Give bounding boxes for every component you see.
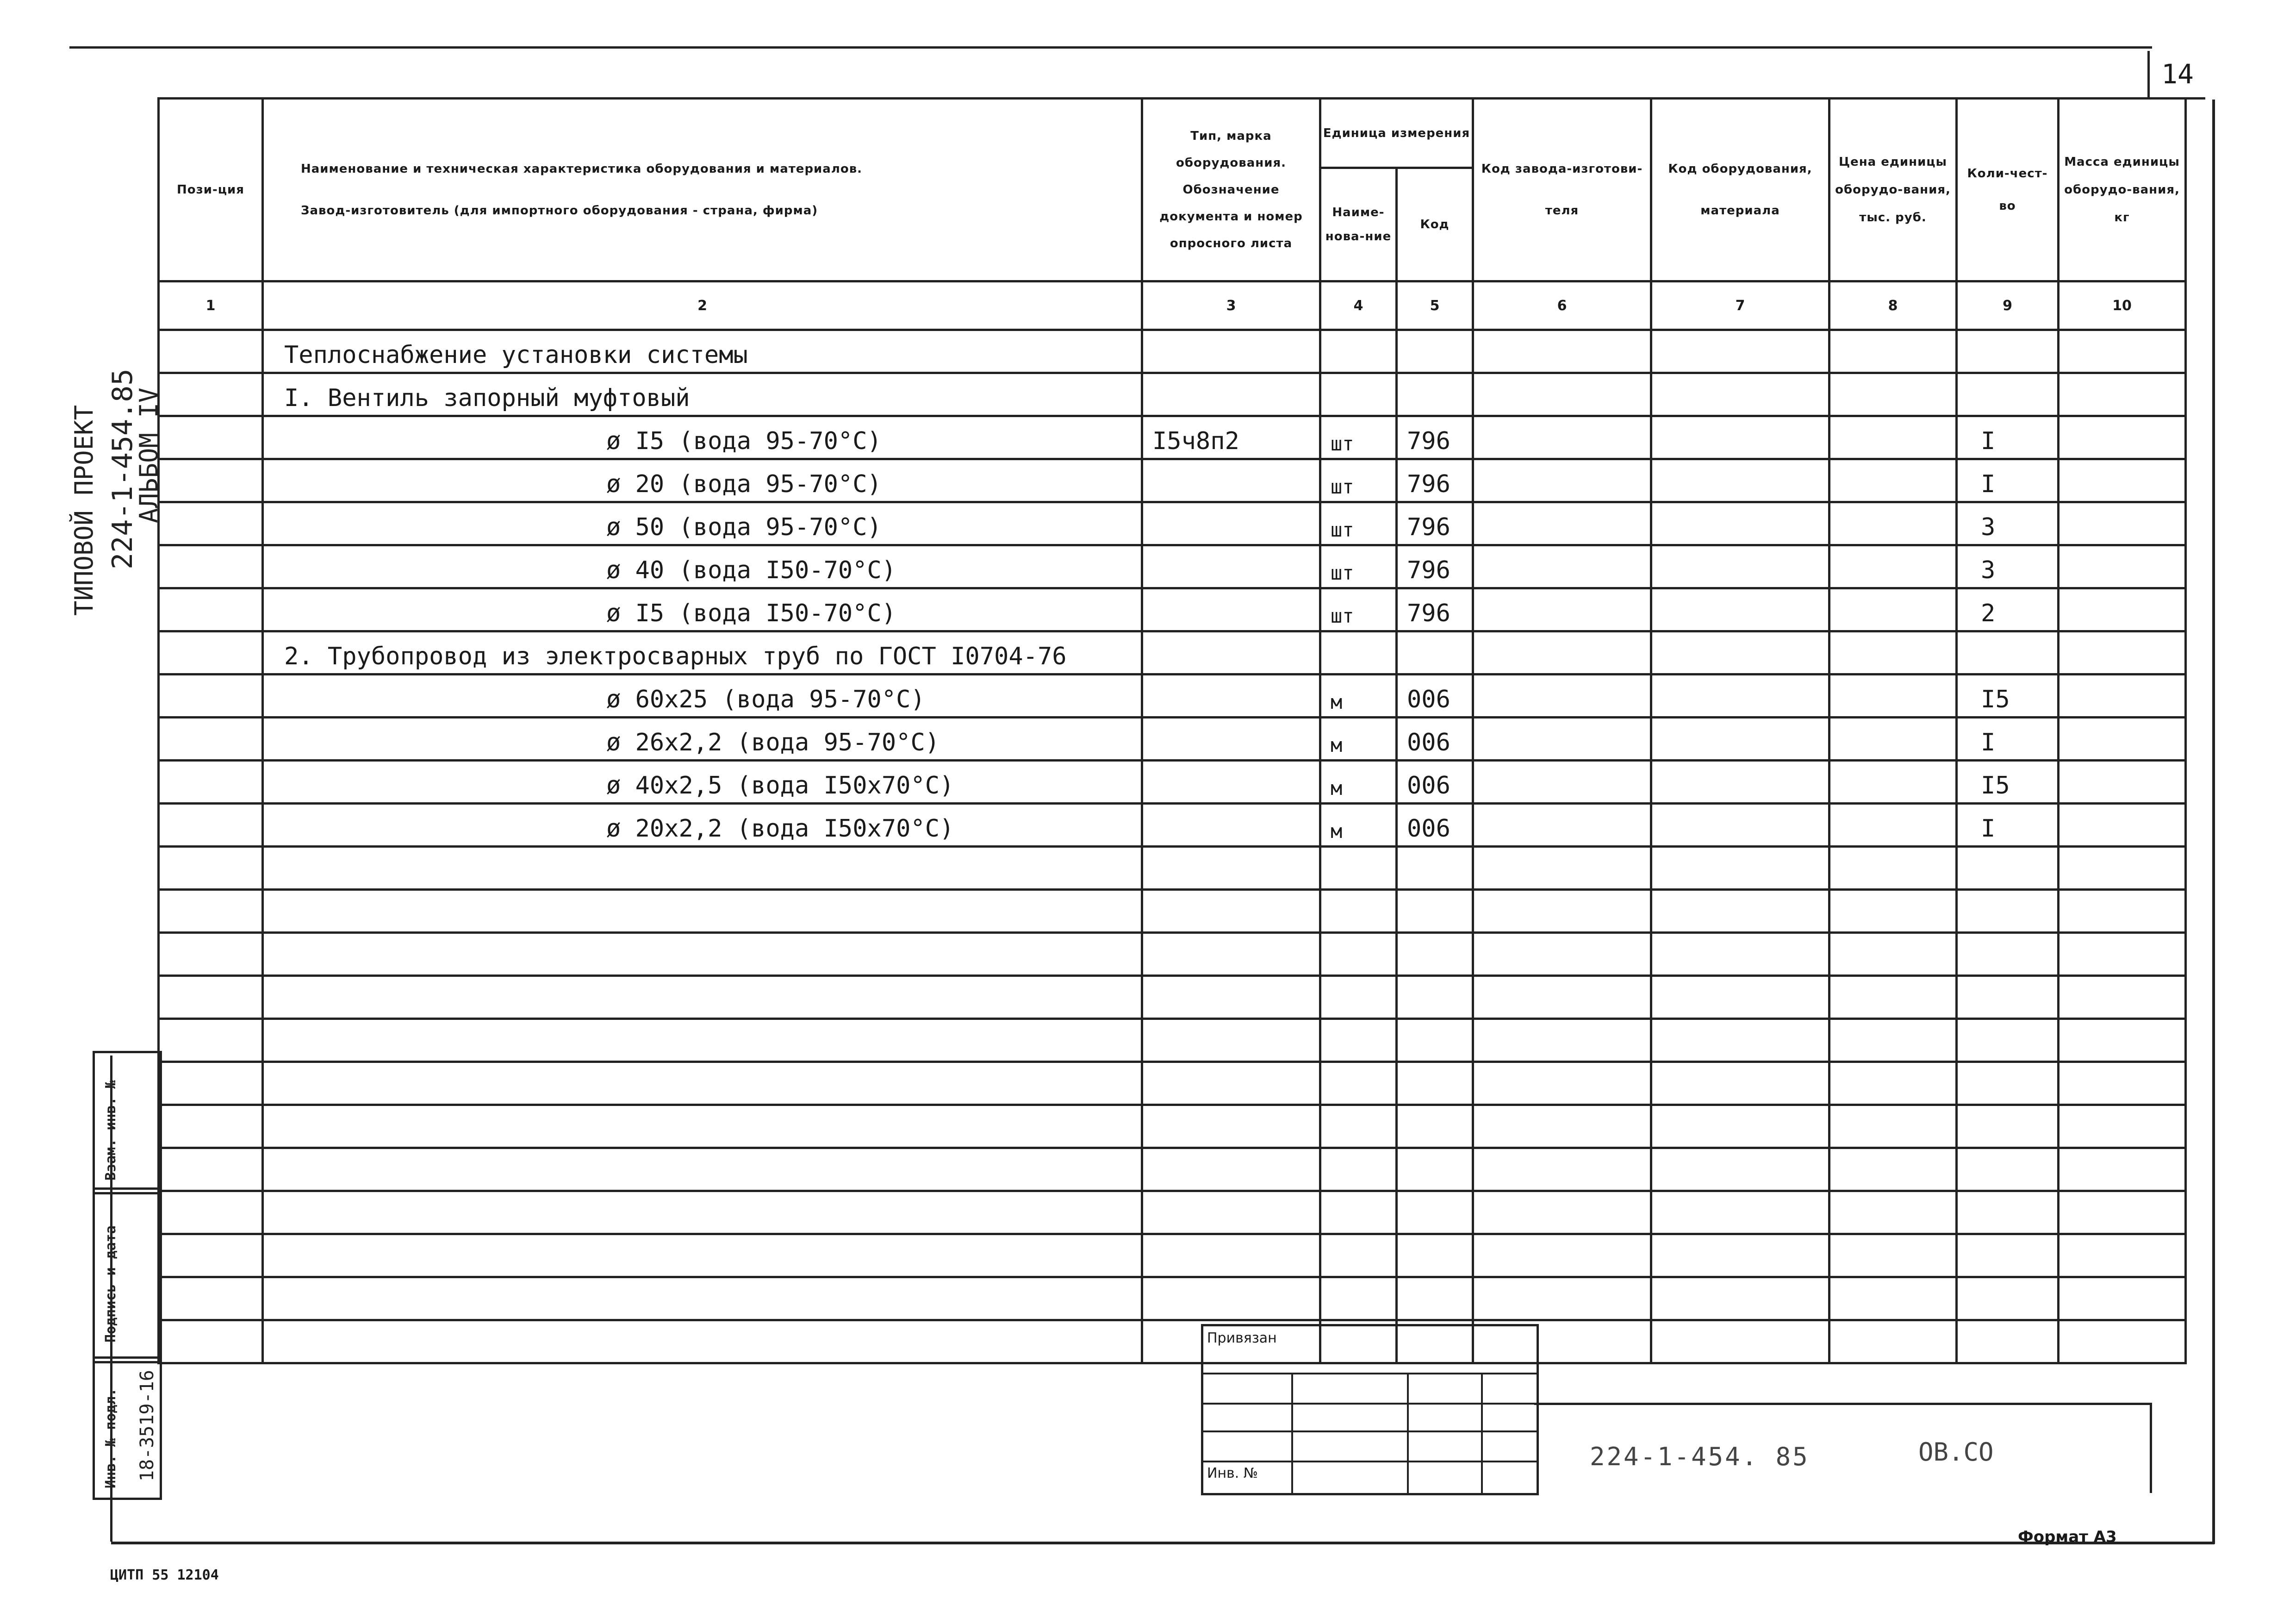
mass-cell <box>2059 588 2186 631</box>
quantity-cell <box>1957 933 2059 976</box>
price-cell <box>1829 847 1957 890</box>
unit-cell: м <box>1320 761 1397 804</box>
name-cell <box>263 1019 1142 1062</box>
quantity-cell: 3 <box>1957 545 2059 588</box>
name-cell <box>263 1105 1142 1148</box>
header-row-1 <box>159 99 2186 168</box>
position-cell <box>159 890 263 933</box>
type-cell <box>1142 1105 1320 1148</box>
type-cell <box>1142 545 1320 588</box>
mass-cell <box>2059 1062 2186 1105</box>
material-code-cell <box>1651 416 1829 459</box>
unit-cell <box>1320 1234 1397 1277</box>
type-cell <box>1142 976 1320 1019</box>
type-cell <box>1142 1148 1320 1191</box>
position-cell <box>159 675 263 718</box>
mass-cell <box>2059 976 2186 1019</box>
type-cell <box>1142 1191 1320 1234</box>
mass-cell <box>2059 847 2186 890</box>
unit-cell: шт <box>1320 459 1397 502</box>
quantity-cell: I5 <box>1957 675 2059 718</box>
table-row <box>159 416 2186 459</box>
name-cell: ø I5 (вода 95-70°C) <box>263 416 1142 459</box>
unit-cell <box>1320 976 1397 1019</box>
unit-cell <box>1320 1105 1397 1148</box>
quantity-cell <box>1957 1019 2059 1062</box>
position-cell <box>159 373 263 416</box>
unit-cell: м <box>1320 718 1397 761</box>
type-cell <box>1142 588 1320 631</box>
quantity-cell <box>1957 976 2059 1019</box>
quantity-cell <box>1957 847 2059 890</box>
factory-code-cell <box>1473 1019 1651 1062</box>
header-name-line1: Наименование и техническая характеристика оборудования и материалов. <box>301 162 863 176</box>
unit-cell: м <box>1320 804 1397 847</box>
unit-cell <box>1320 1191 1397 1234</box>
col-num-7: 7 <box>1651 281 1829 330</box>
quantity-cell: I <box>1957 718 2059 761</box>
table-row <box>159 890 2186 933</box>
unit-code-cell <box>1397 373 1473 416</box>
linked-grid-line <box>1203 1430 1537 1432</box>
position-cell <box>159 1191 263 1234</box>
unit-code-cell <box>1397 933 1473 976</box>
name-cell <box>263 890 1142 933</box>
name-cell <box>263 1062 1142 1105</box>
mass-cell <box>2059 502 2186 545</box>
table-row <box>159 588 2186 631</box>
linked-grid-line <box>1203 1403 1537 1405</box>
unit-cell <box>1320 890 1397 933</box>
unit-code-cell <box>1397 631 1473 675</box>
price-cell <box>1829 1019 1957 1062</box>
name-cell: ø 40 (вода I50-70°C) <box>263 545 1142 588</box>
factory-code-cell <box>1473 545 1651 588</box>
material-code-cell <box>1651 1191 1829 1234</box>
price-cell <box>1829 804 1957 847</box>
price-cell <box>1829 373 1957 416</box>
col-num-2: 2 <box>263 281 1142 330</box>
header-unit-name: Наиме-нова-ние <box>1320 168 1397 281</box>
price-cell <box>1829 1062 1957 1105</box>
quantity-cell: I5 <box>1957 761 2059 804</box>
type-cell <box>1142 373 1320 416</box>
quantity-cell <box>1957 890 2059 933</box>
type-cell <box>1142 459 1320 502</box>
table-row <box>159 1148 2186 1191</box>
factory-code-cell <box>1473 373 1651 416</box>
price-cell <box>1829 330 1957 373</box>
album-label: АЛЬБОМ IV <box>134 387 163 523</box>
header-unit-group: Единица измерения <box>1320 99 1473 168</box>
type-cell <box>1142 890 1320 933</box>
quantity-cell <box>1957 1105 2059 1148</box>
quantity-cell <box>1957 1062 2059 1105</box>
unit-cell <box>1320 933 1397 976</box>
quantity-cell: I <box>1957 804 2059 847</box>
sheet-mark: ОВ.СО <box>1918 1437 1994 1467</box>
unit-code-cell <box>1397 1062 1473 1105</box>
unit-cell <box>1320 1062 1397 1105</box>
table-row <box>159 545 2186 588</box>
material-code-cell <box>1651 1234 1829 1277</box>
table-row <box>159 933 2186 976</box>
mass-cell <box>2059 545 2186 588</box>
unit-code-cell <box>1397 890 1473 933</box>
linked-grid-vline <box>1481 1373 1483 1493</box>
unit-cell: м <box>1320 675 1397 718</box>
price-cell <box>1829 502 1957 545</box>
unit-code-cell: 796 <box>1397 502 1473 545</box>
price-cell <box>1829 1105 1957 1148</box>
factory-code-cell <box>1473 1062 1651 1105</box>
price-cell <box>1829 976 1957 1019</box>
table-row <box>159 1105 2186 1148</box>
name-cell: ø I5 (вода I50-70°C) <box>263 588 1142 631</box>
table-row <box>159 330 2186 373</box>
stamp-original-number: 18-3519-16 <box>137 1370 158 1481</box>
header-name-line2: Завод-изготовитель (для импортного оборудования - страна, фирма) <box>301 204 818 218</box>
type-cell <box>1142 502 1320 545</box>
unit-code-cell <box>1397 847 1473 890</box>
type-cell <box>1142 1234 1320 1277</box>
unit-code-cell <box>1397 1148 1473 1191</box>
title-block <box>157 1310 2212 1495</box>
quantity-cell: I <box>1957 459 2059 502</box>
mass-cell <box>2059 373 2186 416</box>
unit-cell <box>1320 1019 1397 1062</box>
factory-code-cell <box>1473 330 1651 373</box>
position-cell <box>159 416 263 459</box>
col-num-9: 9 <box>1957 281 2059 330</box>
factory-code-cell <box>1473 675 1651 718</box>
unit-cell: шт <box>1320 545 1397 588</box>
unit-cell: шт <box>1320 416 1397 459</box>
unit-code-cell: 796 <box>1397 459 1473 502</box>
position-cell <box>159 718 263 761</box>
factory-code-cell <box>1473 1234 1651 1277</box>
quantity-cell <box>1957 330 2059 373</box>
header-factory-code: Код завода-изготови-теля <box>1473 99 1651 281</box>
factory-code-cell <box>1473 890 1651 933</box>
mass-cell <box>2059 718 2186 761</box>
factory-code-cell <box>1473 847 1651 890</box>
name-cell: ø 60x25 (вода 95-70°C) <box>263 675 1142 718</box>
material-code-cell <box>1651 1148 1829 1191</box>
linked-grid-line <box>1203 1461 1537 1462</box>
mass-cell <box>2059 1234 2186 1277</box>
specification-table <box>157 97 2187 1364</box>
position-cell <box>159 1105 263 1148</box>
mass-cell <box>2059 761 2186 804</box>
material-code-cell <box>1651 631 1829 675</box>
mass-cell <box>2059 1191 2186 1234</box>
name-cell: I. Вентиль запорный муфтовый <box>263 373 1142 416</box>
position-cell <box>159 330 263 373</box>
factory-code-cell <box>1473 804 1651 847</box>
type-cell: I5ч8п2 <box>1142 416 1320 459</box>
name-cell: ø 40x2,5 (вода I50x70°C) <box>263 761 1142 804</box>
name-cell <box>263 933 1142 976</box>
name-cell: ø 20x2,2 (вода I50x70°C) <box>263 804 1142 847</box>
table-row <box>159 373 2186 416</box>
table-row <box>159 976 2186 1019</box>
mass-cell <box>2059 1105 2186 1148</box>
table-row <box>159 1191 2186 1234</box>
table-row <box>159 631 2186 675</box>
factory-code-cell <box>1473 718 1651 761</box>
unit-cell <box>1320 1148 1397 1191</box>
quantity-cell <box>1957 1148 2059 1191</box>
mass-cell <box>2059 416 2186 459</box>
position-cell <box>159 976 263 1019</box>
table-row <box>159 459 2186 502</box>
factory-code-cell <box>1473 761 1651 804</box>
publisher-label: ЦИТП 55 12104 <box>110 1567 219 1583</box>
stamp-original-label: Инв. № подл. <box>103 1388 119 1488</box>
unit-code-cell: 796 <box>1397 545 1473 588</box>
price-cell <box>1829 761 1957 804</box>
type-cell <box>1142 675 1320 718</box>
price-cell <box>1829 631 1957 675</box>
mass-cell <box>2059 890 2186 933</box>
position-cell <box>159 804 263 847</box>
factory-code-cell <box>1473 1105 1651 1148</box>
unit-cell <box>1320 847 1397 890</box>
unit-cell: шт <box>1320 588 1397 631</box>
unit-code-cell <box>1397 976 1473 1019</box>
quantity-cell <box>1957 1191 2059 1234</box>
price-cell <box>1829 588 1957 631</box>
material-code-cell <box>1651 545 1829 588</box>
unit-code-cell <box>1397 1191 1473 1234</box>
unit-code-cell: 006 <box>1397 804 1473 847</box>
unit-code-cell: 796 <box>1397 588 1473 631</box>
unit-code-cell: 006 <box>1397 761 1473 804</box>
header-unit-code: Код <box>1397 168 1473 281</box>
inventory-label: Инв. № <box>1207 1465 1258 1481</box>
position-cell <box>159 847 263 890</box>
unit-cell: шт <box>1320 502 1397 545</box>
document-code-box <box>1534 1403 2152 1493</box>
quantity-cell: 3 <box>1957 502 2059 545</box>
unit-code-cell: 006 <box>1397 675 1473 718</box>
linked-grid-vline <box>1407 1373 1409 1493</box>
name-cell: 2. Трубопровод из электросварных труб по ГОСТ I0704-76 <box>263 631 1142 675</box>
unit-cell <box>1320 373 1397 416</box>
material-code-cell <box>1651 718 1829 761</box>
mass-cell <box>2059 804 2186 847</box>
factory-code-cell <box>1473 1191 1651 1234</box>
table-row <box>159 761 2186 804</box>
col-num-10: 10 <box>2059 281 2186 330</box>
price-cell <box>1829 933 1957 976</box>
table-row <box>159 1062 2186 1105</box>
price-cell <box>1829 416 1957 459</box>
material-code-cell <box>1651 588 1829 631</box>
position-cell <box>159 1062 263 1105</box>
name-cell <box>263 1234 1142 1277</box>
unit-code-cell <box>1397 330 1473 373</box>
position-cell <box>159 761 263 804</box>
table-row <box>159 718 2186 761</box>
type-cell <box>1142 1019 1320 1062</box>
project-label: ТИПОВОЙ ПРОЕКТ <box>69 405 99 616</box>
position-cell <box>159 1234 263 1277</box>
unit-cell <box>1320 330 1397 373</box>
mass-cell <box>2059 1019 2186 1062</box>
type-cell <box>1142 804 1320 847</box>
linked-stamp <box>1201 1324 1539 1495</box>
price-cell <box>1829 1148 1957 1191</box>
mass-cell <box>2059 459 2186 502</box>
position-cell <box>159 933 263 976</box>
name-cell: ø 50 (вода 95-70°C) <box>263 502 1142 545</box>
unit-code-cell <box>1397 1105 1473 1148</box>
mass-cell <box>2059 631 2186 675</box>
type-cell <box>1142 631 1320 675</box>
mass-cell <box>2059 933 2186 976</box>
material-code-cell <box>1651 976 1829 1019</box>
sheet-number-box <box>2147 51 2205 100</box>
quantity-cell: I <box>1957 416 2059 459</box>
factory-code-cell <box>1473 631 1651 675</box>
stamp-replaced-label: Взам. инв. № <box>103 1080 119 1181</box>
price-cell <box>1829 718 1957 761</box>
col-num-6: 6 <box>1473 281 1651 330</box>
position-cell <box>159 502 263 545</box>
table-row <box>159 804 2186 847</box>
linked-grid-vline <box>1291 1373 1293 1493</box>
quantity-cell: 2 <box>1957 588 2059 631</box>
factory-code-cell <box>1473 459 1651 502</box>
linked-grid-line <box>1203 1373 1537 1374</box>
material-code-cell <box>1651 502 1829 545</box>
name-cell: ø 26x2,2 (вода 95-70°C) <box>263 718 1142 761</box>
type-cell <box>1142 847 1320 890</box>
position-cell <box>159 631 263 675</box>
header-material-code: Код оборудования, материала <box>1651 99 1829 281</box>
header-name <box>263 99 1142 281</box>
unit-code-cell <box>1397 1234 1473 1277</box>
header-position: Пози-ция <box>159 99 263 281</box>
price-cell <box>1829 459 1957 502</box>
name-cell: Теплоснабжение установки системы <box>263 330 1142 373</box>
material-code-cell <box>1651 890 1829 933</box>
unit-code-cell: 796 <box>1397 416 1473 459</box>
sheet-number: 14 <box>2161 58 2194 90</box>
name-cell: ø 20 (вода 95-70°C) <box>263 459 1142 502</box>
type-cell <box>1142 718 1320 761</box>
header-quantity: Коли-чест-во <box>1957 99 2059 281</box>
position-cell <box>159 1019 263 1062</box>
quantity-cell <box>1957 631 2059 675</box>
mass-cell <box>2059 675 2186 718</box>
col-num-4: 4 <box>1320 281 1397 330</box>
material-code-cell <box>1651 459 1829 502</box>
unit-cell <box>1320 631 1397 675</box>
position-cell <box>159 545 263 588</box>
header-price: Цена единицы оборудо-вания, тыс. руб. <box>1829 99 1957 281</box>
table-row <box>159 675 2186 718</box>
unit-code-cell <box>1397 1019 1473 1062</box>
quantity-cell <box>1957 373 2059 416</box>
factory-code-cell <box>1473 588 1651 631</box>
table-row <box>159 1234 2186 1277</box>
type-cell <box>1142 1062 1320 1105</box>
price-cell <box>1829 1191 1957 1234</box>
specification-rows <box>159 330 2186 1363</box>
header-type: Тип, марка оборудования. Обозначение документа и номер опросного листа <box>1142 99 1320 281</box>
project-code: 224-1-454.85 <box>106 369 139 569</box>
frame-bottom-line <box>111 1542 2215 1544</box>
price-cell <box>1829 890 1957 933</box>
col-num-5: 5 <box>1397 281 1473 330</box>
price-cell <box>1829 675 1957 718</box>
material-code-cell <box>1651 1019 1829 1062</box>
linked-label: Привязан <box>1207 1330 1277 1346</box>
quantity-cell <box>1957 1234 2059 1277</box>
type-cell <box>1142 933 1320 976</box>
col-num-1: 1 <box>159 281 263 330</box>
material-code-cell <box>1651 1062 1829 1105</box>
material-code-cell <box>1651 373 1829 416</box>
price-cell <box>1829 1234 1957 1277</box>
header-mass: Масса единицы оборудо-вания, кг <box>2059 99 2186 281</box>
material-code-cell <box>1651 1105 1829 1148</box>
factory-code-cell <box>1473 976 1651 1019</box>
factory-code-cell <box>1473 416 1651 459</box>
position-cell <box>159 459 263 502</box>
document-code: 224-1-454. 85 <box>1590 1442 1810 1471</box>
stamp-signature-label: Подпись и дата <box>103 1225 119 1343</box>
format-label: Формат А3 <box>2018 1528 2117 1546</box>
material-code-cell <box>1651 804 1829 847</box>
price-cell <box>1829 545 1957 588</box>
name-cell <box>263 1191 1142 1234</box>
material-code-cell <box>1651 330 1829 373</box>
mass-cell <box>2059 1148 2186 1191</box>
col-num-8: 8 <box>1829 281 1957 330</box>
frame-top-line <box>69 46 2152 49</box>
col-num-3: 3 <box>1142 281 1320 330</box>
type-cell <box>1142 330 1320 373</box>
material-code-cell <box>1651 933 1829 976</box>
factory-code-cell <box>1473 502 1651 545</box>
material-code-cell <box>1651 761 1829 804</box>
position-cell <box>159 1148 263 1191</box>
name-cell <box>263 976 1142 1019</box>
column-number-row <box>159 281 2186 330</box>
type-cell <box>1142 761 1320 804</box>
name-cell <box>263 1148 1142 1191</box>
factory-code-cell <box>1473 1148 1651 1191</box>
unit-code-cell: 006 <box>1397 718 1473 761</box>
material-code-cell <box>1651 847 1829 890</box>
mass-cell <box>2059 330 2186 373</box>
table-row <box>159 502 2186 545</box>
material-code-cell <box>1651 675 1829 718</box>
frame-right-line <box>2212 100 2215 1544</box>
table-row <box>159 1019 2186 1062</box>
name-cell <box>263 847 1142 890</box>
factory-code-cell <box>1473 933 1651 976</box>
table-row <box>159 847 2186 890</box>
position-cell <box>159 588 263 631</box>
